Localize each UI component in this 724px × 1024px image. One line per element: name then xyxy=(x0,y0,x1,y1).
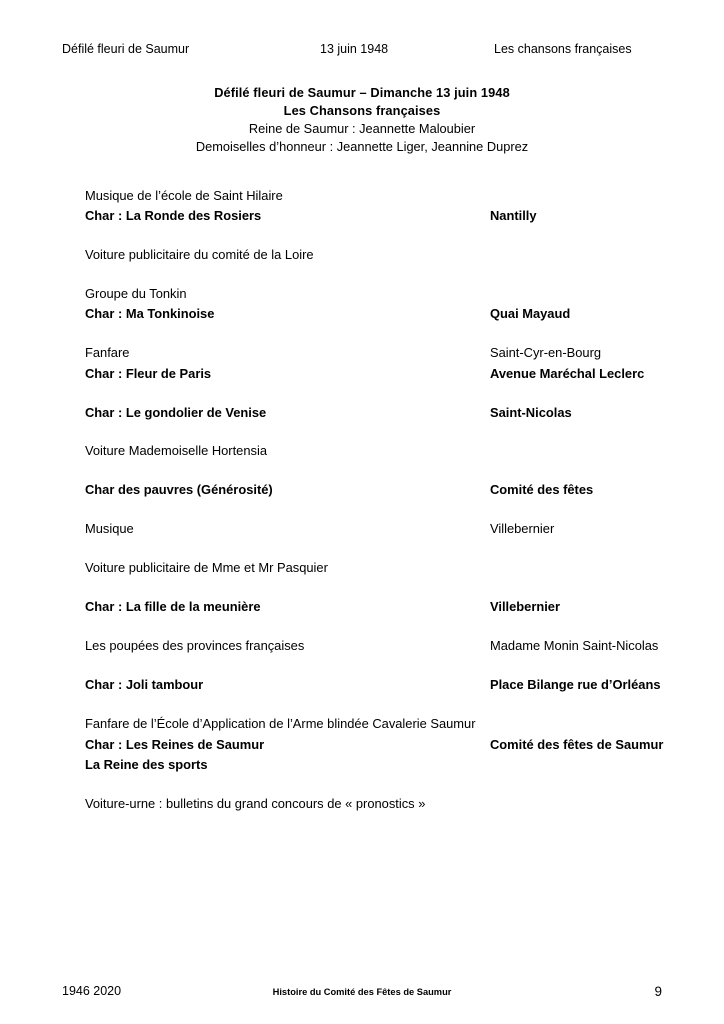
program-spacer xyxy=(85,384,705,403)
program-row xyxy=(85,186,705,206)
program-row xyxy=(85,304,705,324)
program-row xyxy=(85,597,705,617)
program-group xyxy=(85,441,705,461)
program-group xyxy=(85,480,705,500)
program-entry-label: La Reine des sports xyxy=(85,756,208,772)
program-entry-label: Musique de l’école de Saint Hilaire xyxy=(85,188,283,203)
program-row xyxy=(85,794,705,814)
program-row xyxy=(85,714,705,734)
program-entry-label: Fanfare xyxy=(85,345,130,361)
program-group xyxy=(85,343,705,383)
program-entry-location: Saint-Nicolas xyxy=(490,404,572,420)
program-entry-label: Char : La Ronde des Rosiers xyxy=(85,208,262,224)
program-row xyxy=(85,206,705,226)
program-entry-label: Char des pauvres (Générosité) xyxy=(85,482,273,498)
program-row xyxy=(85,755,705,775)
program-spacer xyxy=(85,423,705,442)
program-entry-location: Comité des fêtes xyxy=(490,482,594,498)
program-group xyxy=(85,558,705,578)
program-entry-location: Madame Monin Saint-Nicolas xyxy=(490,638,659,654)
program-row xyxy=(85,343,705,363)
program-row xyxy=(85,441,705,461)
program-spacer xyxy=(85,775,705,794)
program-entry-label: Char : Ma Tonkinoise xyxy=(85,306,215,322)
program-entry-label: Char : Joli tambour xyxy=(85,677,204,693)
program-entry-location: Villebernier xyxy=(490,599,560,615)
program-entry-location: Villebernier xyxy=(490,521,555,537)
program-entry-location: Nantilly xyxy=(490,208,537,224)
program-row xyxy=(85,364,705,384)
program-entry-label: Char : Fleur de Paris xyxy=(85,365,212,381)
program-entry-label: Groupe du Tonkin xyxy=(85,286,187,302)
program-spacer xyxy=(85,325,705,344)
program-group xyxy=(85,675,705,695)
document-title: Défilé fleuri de Saumur – Dimanche 13 juin 1948 xyxy=(214,85,510,100)
program-entry-label: Voiture-urne : bulletins du grand concours de « pronostics » xyxy=(85,795,426,811)
program-spacer xyxy=(85,540,705,559)
program-spacer xyxy=(85,618,705,637)
program-entry-location: Saint-Cyr-en-Bourg xyxy=(490,345,602,361)
program-spacer xyxy=(85,462,705,481)
program-row xyxy=(85,675,705,695)
page-footer xyxy=(0,984,724,1024)
program-entry-location: Avenue Maréchal Leclerc xyxy=(490,365,645,381)
running-head-center: 13 juin 1948 xyxy=(320,42,389,56)
queen-line: Reine de Saumur : Jeannette Maloubier xyxy=(248,121,476,136)
program-spacer xyxy=(85,226,705,245)
program-entry-location: Quai Mayaud xyxy=(490,306,571,322)
footer-years: 1946 2020 xyxy=(62,984,122,998)
program-row xyxy=(85,636,705,656)
program-group xyxy=(85,403,705,423)
program-group xyxy=(85,245,705,265)
document-subtitle: Les Chansons françaises xyxy=(283,103,441,118)
program-entry-label: Voiture publicitaire du comité de la Loire xyxy=(85,247,314,263)
program-group xyxy=(85,284,705,324)
program-group xyxy=(85,519,705,539)
program-spacer xyxy=(85,696,705,715)
program-row xyxy=(85,735,705,755)
program-row xyxy=(85,558,705,578)
program-entry-label: Les poupées des provinces françaises xyxy=(85,638,305,654)
program-list xyxy=(85,186,705,814)
program-spacer xyxy=(85,579,705,598)
program-entry-location: Place Bilange rue d’Orléans xyxy=(490,677,661,693)
running-head-left: Défilé fleuri de Saumur xyxy=(62,42,190,56)
program-row xyxy=(85,284,705,304)
program-entry-label: Musique xyxy=(85,521,134,537)
program-entry-label: Voiture publicitaire de Mme et Mr Pasquier xyxy=(85,560,328,576)
program-group xyxy=(85,597,705,617)
program-entry-label: Char : Les Reines de Saumur xyxy=(85,736,265,752)
page-number: 9 xyxy=(654,984,662,999)
program-spacer xyxy=(85,265,705,284)
running-head-right: Les chansons françaises xyxy=(494,42,632,56)
program-row xyxy=(85,245,705,265)
program-spacer xyxy=(85,501,705,520)
program-entry-location: Comité des fêtes de Saumur xyxy=(490,736,664,752)
program-entry-label: Fanfare de l’École d’Application de l’Arme blindée Cavalerie Saumur xyxy=(85,716,476,732)
program-group xyxy=(85,186,705,226)
program-row xyxy=(85,403,705,423)
program-row xyxy=(85,519,705,539)
program-entry-label: Voiture Mademoiselle Hortensia xyxy=(85,443,267,459)
program-spacer xyxy=(85,657,705,676)
maids-of-honour-line: Demoiselles d’honneur : Jeannette Liger, Jeannine Duprez xyxy=(195,139,529,154)
footer-title: Histoire du Comité des Fêtes de Saumur xyxy=(272,987,452,997)
program-row xyxy=(85,480,705,500)
program-entry-label: Char : Le gondolier de Venise xyxy=(85,404,267,420)
title-block xyxy=(0,84,724,156)
program-group xyxy=(85,794,705,814)
program-group xyxy=(85,636,705,656)
program-entry-label: Char : La fille de la meunière xyxy=(85,599,261,615)
program-group xyxy=(85,714,705,775)
